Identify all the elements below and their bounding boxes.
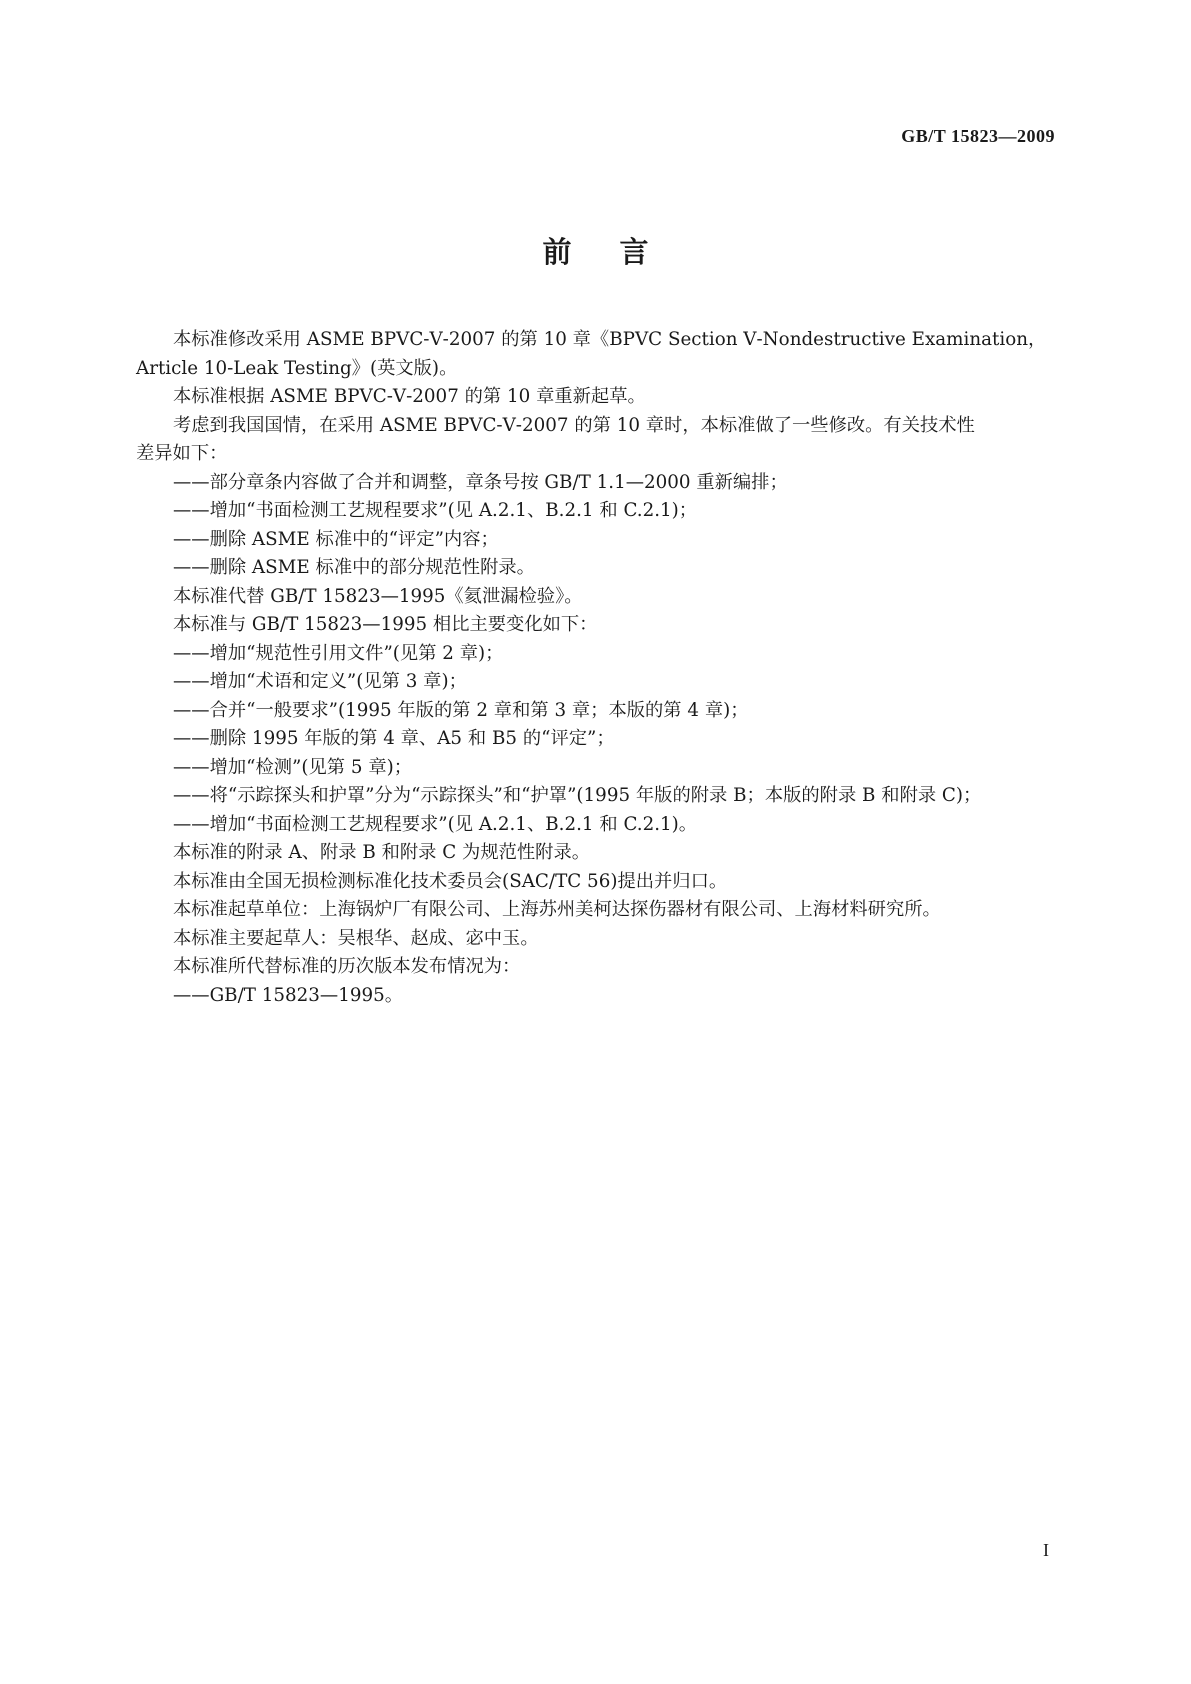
list-item: ——删除 ASME 标准中的部分规范性附录。 [173,557,535,578]
list-item: ——增加“术语和定义”(见第 3 章)； [173,671,467,692]
list-item: ——合并“一般要求”(1995 年版的第 2 章和第 3 章；本版的第 4 章)； [173,699,749,721]
paragraph: 本标准起草单位：上海锅炉厂有限公司、上海苏州美柯达探伤器材有限公司、上海材料研究所。 [173,899,941,920]
paragraph: 本标准修改采用 ASME BPVC-Ⅴ-2007 的第 10 章《BPVC Section Ⅴ-Nondestructive Examination， [173,329,1047,350]
paragraph: 本标准的附录 A、附录 B 和附录 C 为规范性附录。 [173,842,591,863]
page-number: I [1043,1540,1049,1560]
page-title: 前言 [542,235,697,269]
paragraph: 本标准由全国无损检测标准化技术委员会(SAC/TC 56)提出并归口。 [173,870,728,892]
paragraph: 本标准所代替标准的历次版本发布情况为： [173,956,521,977]
list-item: ——增加“规范性引用文件”(见第 2 章)； [173,642,504,664]
paragraph: 考虑到我国国情，在采用 ASME BPVC-Ⅴ-2007 的第 10 章时，本标准做了一些修改。有关技术性 [173,414,975,436]
list-item: ——部分章条内容做了合并和调整，章条号按 GB/T 1.1—2000 重新编排； [173,471,788,493]
list-item: ——将“示踪探头和护罩”分为“示踪探头”和“护罩”(1995 年版的附录 B；本版的附录 B 和附录 C)； [173,785,982,806]
list-item: ——删除 ASME 标准中的“评定”内容； [173,528,499,550]
list-item: ——删除 1995 年版的第 4 章、A5 和 B5 的“评定”； [173,728,615,749]
paragraph: 本标准根据 ASME BPVC-Ⅴ-2007 的第 10 章重新起草。 [173,386,646,407]
paragraph-continuation: 差异如下： [136,443,228,464]
list-item: ——增加“书面检测工艺规程要求”(见 A.2.1、B.2.1 和 C.2.1)； [173,500,698,521]
standard-number: GB/T 15823—2009 [901,126,1055,146]
list-item: ——增加“书面检测工艺规程要求”(见 A.2.1、B.2.1 和 C.2.1)。 [173,813,698,835]
paragraph: 本标准主要起草人：吴根华、赵成、宓中玉。 [173,927,539,949]
paragraph: 本标准与 GB/T 15823—1995 相比主要变化如下： [173,614,598,635]
list-item: ——GB/T 15823—1995。 [173,984,404,1006]
foreword-body [136,326,1060,1010]
list-item: ——增加“检测”(见第 5 章)； [173,756,413,778]
paragraph-continuation: Article 10-Leak Testing》(英文版)。 [136,357,458,379]
paragraph: 本标准代替 GB/T 15823—1995《氦泄漏检验》。 [173,585,583,607]
